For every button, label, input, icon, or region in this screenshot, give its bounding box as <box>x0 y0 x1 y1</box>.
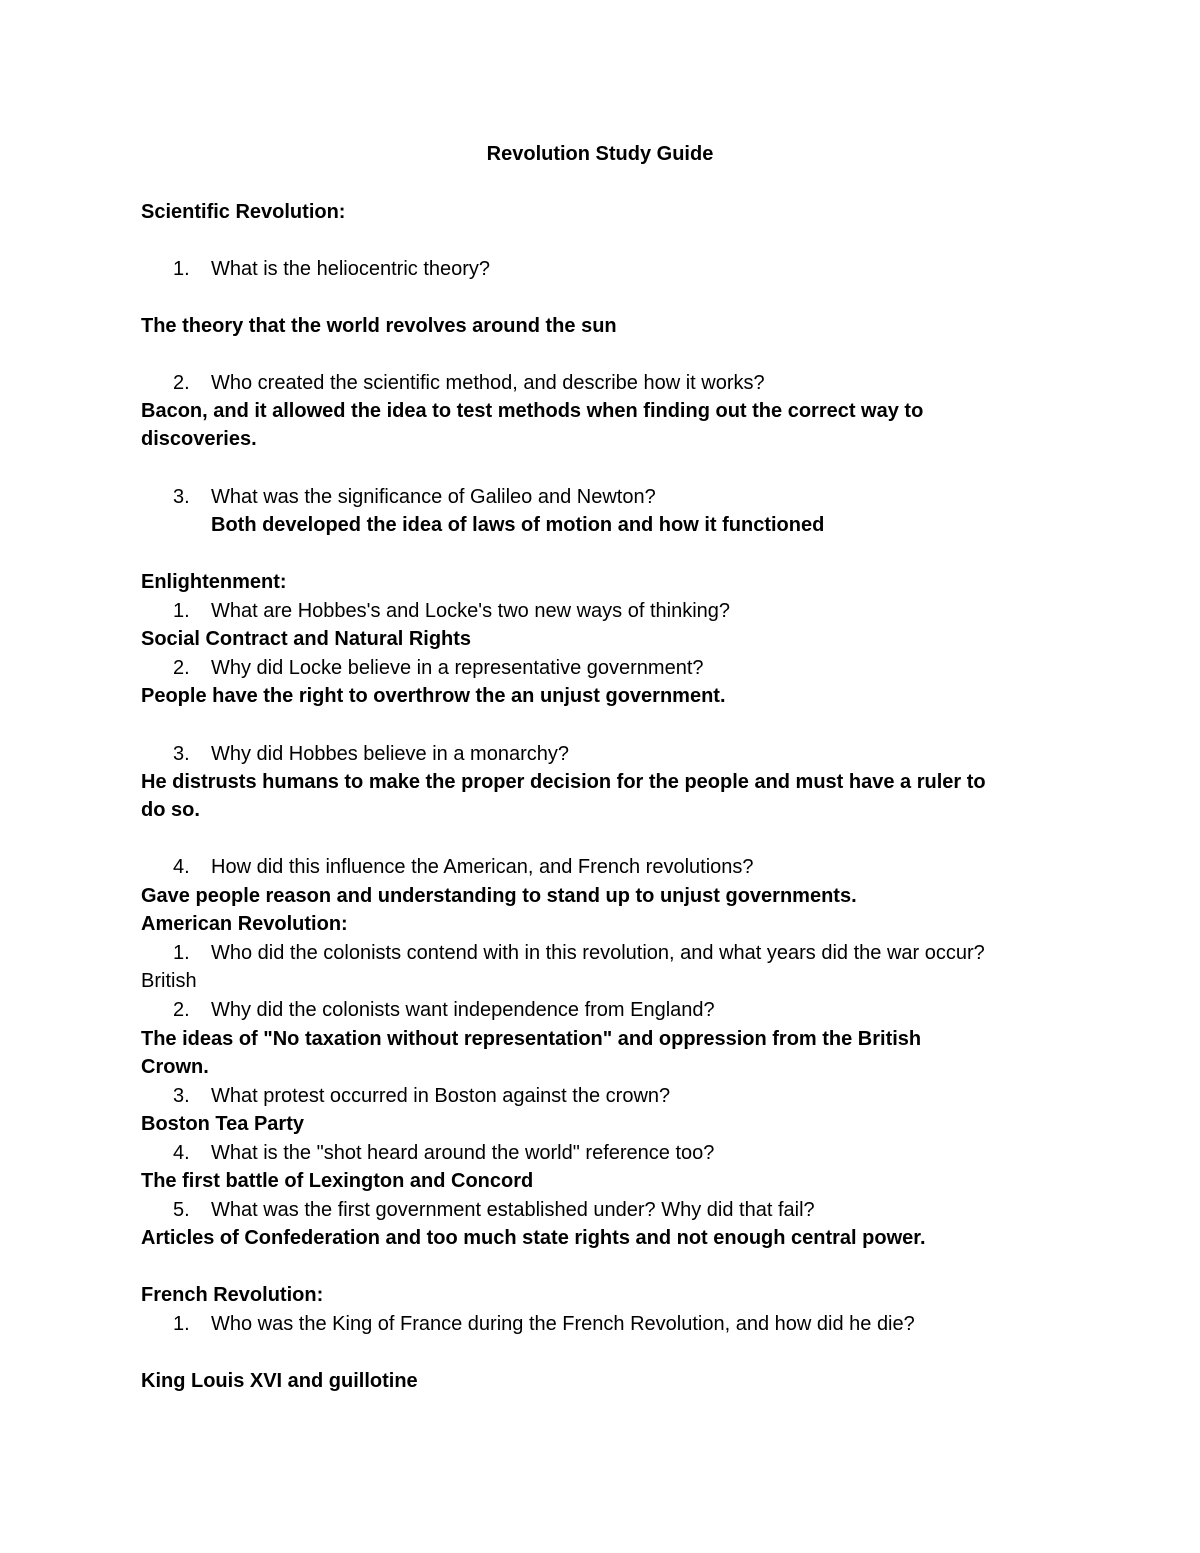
question-text: Who was the King of France during the French Revolution, and how did he die? <box>211 1313 915 1335</box>
question-number: 5. <box>173 1199 190 1221</box>
question-number: 1. <box>173 258 190 280</box>
question-number: 1. <box>173 942 190 964</box>
question-number: 1. <box>173 1313 190 1335</box>
answer-american-4: The first battle of Lexington and Concord <box>141 1170 534 1192</box>
question-number: 3. <box>173 1085 190 1107</box>
question-text: Why did Locke believe in a representative government? <box>211 657 704 679</box>
answer-french-1: King Louis XVI and guillotine <box>141 1370 418 1392</box>
question-number: 4. <box>173 856 190 878</box>
answer-american-3: Boston Tea Party <box>141 1113 304 1135</box>
section-heading-french: French Revolution: <box>141 1284 324 1306</box>
question-text: What was the first government established under? Why did that fail? <box>211 1199 815 1221</box>
question-number: 2. <box>173 999 190 1021</box>
answer-american-1: British <box>141 970 197 992</box>
question-number: 1. <box>173 600 190 622</box>
answer-enlightenment-1: Social Contract and Natural Rights <box>141 628 472 650</box>
question-text: What was the significance of Galileo and Newton? <box>211 486 656 508</box>
question-text: What protest occurred in Boston against the crown? <box>211 1085 671 1107</box>
question-number: 3. <box>173 743 190 765</box>
question-number: 2. <box>173 657 190 679</box>
answer-american-2-line-1: The ideas of "No taxation without representation" and oppression from the British <box>141 1028 922 1050</box>
document-title: Revolution Study Guide <box>486 143 714 165</box>
section-heading-american: American Revolution: <box>141 913 348 935</box>
question-text: Who created the scientific method, and describe how it works? <box>211 372 765 394</box>
question-text: What are Hobbes's and Locke's two new ways of thinking? <box>211 600 731 622</box>
question-number: 2. <box>173 372 190 394</box>
answer-scientific-3: Both developed the idea of laws of motion and how it functioned <box>211 514 825 536</box>
section-heading-enlightenment: Enlightenment: <box>141 571 287 593</box>
question-number: 3. <box>173 486 190 508</box>
answer-scientific-2-line-1: Bacon, and it allowed the idea to test methods when finding out the correct way to <box>141 400 924 422</box>
answer-enlightenment-4: Gave people reason and understanding to stand up to unjust governments. <box>141 885 857 907</box>
answer-american-2-line-2: Crown. <box>141 1056 209 1078</box>
question-text: What is the "shot heard around the world" reference too? <box>211 1142 715 1164</box>
answer-american-5: Articles of Confederation and too much state rights and not enough central power. <box>141 1227 926 1249</box>
answer-enlightenment-2: People have the right to overthrow the an unjust government. <box>141 685 726 707</box>
answer-scientific-1: The theory that the world revolves around the sun <box>141 315 617 337</box>
question-text: What is the heliocentric theory? <box>211 258 491 280</box>
section-heading-scientific: Scientific Revolution: <box>141 201 346 223</box>
question-number: 4. <box>173 1142 190 1164</box>
answer-enlightenment-3-line-2: do so. <box>141 799 200 821</box>
question-text: Who did the colonists contend with in this revolution, and what years did the war occur? <box>211 942 985 964</box>
question-text: How did this influence the American, and French revolutions? <box>211 856 754 878</box>
question-text: Why did the colonists want independence from England? <box>211 999 715 1021</box>
question-text: Why did Hobbes believe in a monarchy? <box>211 743 569 765</box>
answer-enlightenment-3-line-1: He distrusts humans to make the proper decision for the people and must have a ruler to <box>141 771 986 793</box>
answer-scientific-2-line-2: discoveries. <box>141 428 257 450</box>
